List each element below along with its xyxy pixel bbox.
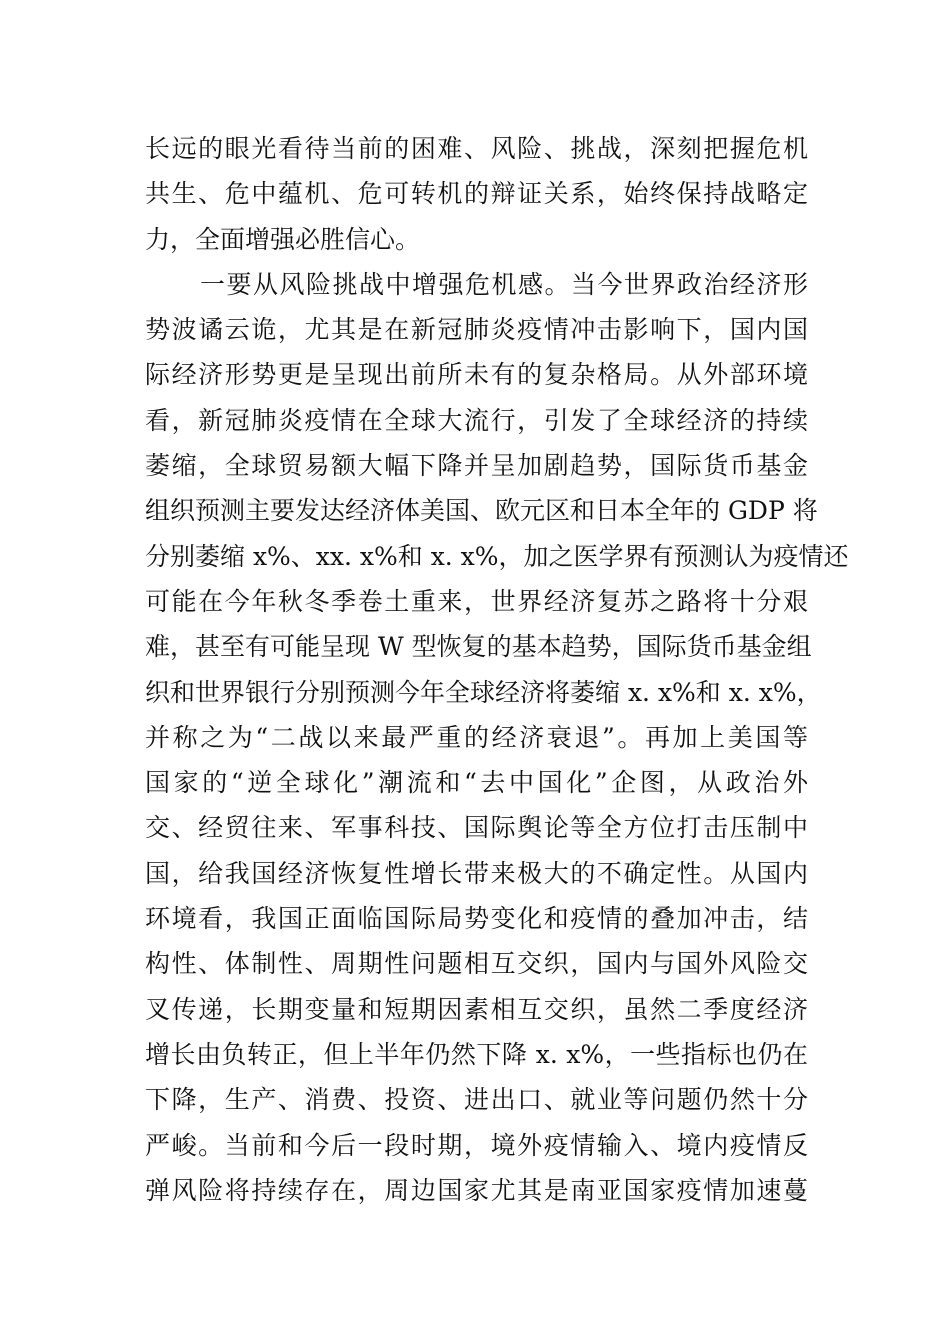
text-line: 环境看，我国正面临国际局势变化和疫情的叠加冲击，结 bbox=[145, 904, 808, 934]
text-line: 萎缩，全球贸易额大幅下降并呈加剧趋势，国际货币基金 bbox=[145, 451, 808, 481]
text-line: 增长由负转正，但上半年仍然下降 x. x%，一些指标也仍在 bbox=[145, 1039, 808, 1069]
text-line: 一要从风险挑战中增强危机感。当今世界政治经济形 bbox=[200, 269, 808, 299]
body-text bbox=[145, 126, 849, 1213]
text-line: 可能在今年秋冬季卷土重来，世界经济复苏之路将十分艰 bbox=[145, 586, 808, 616]
text-line: 严峻。当前和今后一段时期，境外疫情输入、境内疫情反 bbox=[145, 1130, 808, 1160]
text-line: 际经济形势更是呈现出前所未有的复杂格局。从外部环境 bbox=[145, 360, 808, 390]
text-line: 下降，生产、消费、投资、进出口、就业等问题仍然十分 bbox=[145, 1085, 808, 1115]
paragraph-2 bbox=[145, 262, 849, 1213]
text-line: 弹风险将持续存在，周边国家尤其是南亚国家疫情加速蔓 bbox=[145, 1175, 808, 1205]
paragraph-1 bbox=[145, 126, 808, 262]
text-line: 组织预测主要发达经济体美国、欧元区和日本全年的 GDP 将 bbox=[145, 496, 818, 526]
text-line: 并称之为“二战以来最严重的经济衰退”。再加上美国等 bbox=[145, 722, 808, 752]
text-line: 交、经贸往来、军事科技、国际舆论等全方位打击压制中 bbox=[145, 813, 808, 843]
text-line: 共生、危中蕴机、危可转机的辩证关系，始终保持战略定 bbox=[145, 179, 808, 209]
text-line: 长远的眼光看待当前的困难、风险、挑战，深刻把握危机 bbox=[145, 134, 808, 163]
text-line: 叉传递，长期变量和短期因素相互交织，虽然二季度经济 bbox=[145, 994, 808, 1024]
text-line: 势波谲云诡，尤其是在新冠肺炎疫情冲击影响下，国内国 bbox=[145, 315, 808, 345]
text-line: 织和世界银行分别预测今年全球经济将萎缩 x. x%和 x. x%， bbox=[145, 677, 822, 707]
text-line: 国，给我国经济恢复性增长带来极大的不确定性。从国内 bbox=[145, 858, 808, 888]
text-line: 看，新冠肺炎疫情在全球大流行，引发了全球经济的持续 bbox=[145, 405, 808, 435]
text-line: 国家的“逆全球化”潮流和“去中国化”企图，从政治外 bbox=[145, 768, 808, 798]
text-line: 力，全面增强必胜信心。 bbox=[145, 224, 421, 254]
text-line: 构性、体制性、周期性问题相互交织，国内与国外风险交 bbox=[145, 949, 808, 979]
text-line: 难，甚至有可能呈现 W 型恢复的基本趋势，国际货币基金组 bbox=[145, 632, 812, 662]
text-line: 分别萎缩 x%、xx. x%和 x. x%，加之医学界有预测认为疫情还 bbox=[145, 541, 849, 571]
